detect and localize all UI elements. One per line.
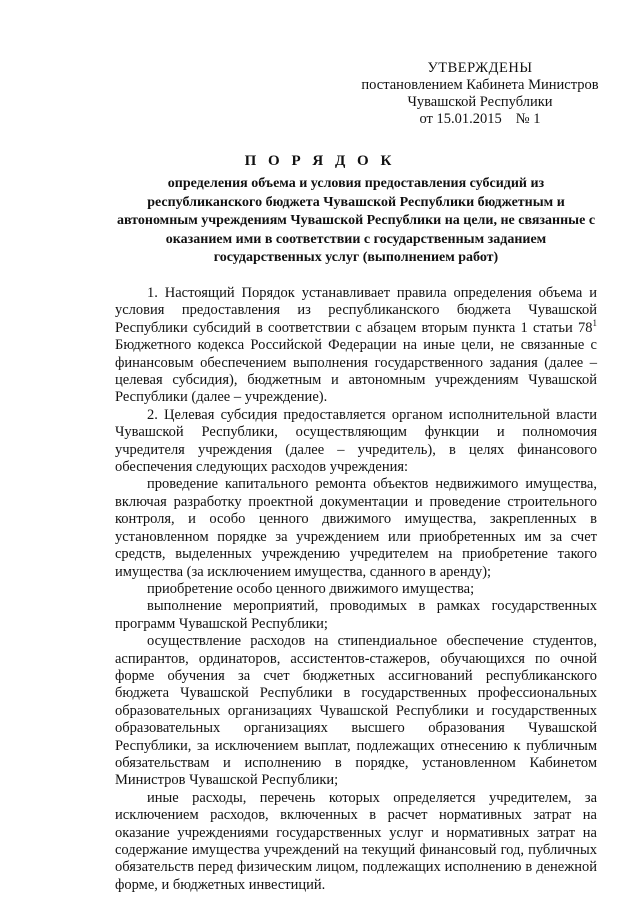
approval-heading: УТВЕРЖДЕНЫ bbox=[427, 60, 533, 76]
approval-number: № 1 bbox=[515, 111, 541, 127]
paragraph-3: проведение капитального ремонта объектов недвижимого имущества, включая разработку проектной документации и проведение строительного контроля, и особо ценного движимого имущества, закрепленных в установленном порядке за учреждением или приобретенных им за счет средств, выделенных учреждению учредителем на приобретение такого имущества (за исключением имущества, сданного в аренду); bbox=[115, 476, 597, 580]
paragraph-6: осуществление расходов на стипендиальное обеспечение студентов, аспирантов, ординаторов, ассистентов-стажеров, обучающихся по очной форме обучения за счет бюджетных ассигнований республиканского бюджета Чувашской Республики в государственных профессиональных образовательных организациях Чувашской Республики и государственных образовательных организациях высшего образования Чувашской Республики, за исключением выплат, подлежащих отнесению к публичным обязательствам и исполнению в порядке, установленном Кабинетом Министров Чувашской Республики; bbox=[115, 633, 597, 789]
approval-line-1: постановлением Кабинета Министров bbox=[361, 77, 599, 93]
document-subtitle: определения объема и условия предоставления субсидий из республиканского бюджета Чувашской Республики бюджетным и автономным учреждениям Чувашской Республики на цели, не связанные с оказанием ими в соответствии с государственным заданием государственных услуг (выполнением работ) bbox=[116, 176, 596, 265]
paragraph-5: выполнение мероприятий, проводимых в рамках государственных программ Чувашской Республики; bbox=[115, 598, 597, 632]
approval-date-line bbox=[360, 111, 600, 128]
document-body bbox=[115, 285, 597, 894]
paragraph-7: иные расходы, перечень которых определяется учредителем, за исключением расходов, включенных в расчет нормативных затрат на оказание учреждениями государственных услуг и нормативных затрат на содержание имущества учреждений на текущий финансовый год, публичных обязательств перед физическим лицом, подлежащих исполнению в денежной форме, и бюджетных инвестиций. bbox=[115, 789, 597, 893]
approval-date: от 15.01.2015 bbox=[419, 111, 502, 127]
paragraph-2: 2. Целевая субсидия предоставляется органом исполнительной власти Чувашской Республики, осуществляющим функции и полномочия учредителя учреждения (далее – учредитель), в целях финансового обеспечения следующих расходов учреждения: bbox=[115, 406, 597, 476]
document-title: П О Р Я Д О К bbox=[244, 153, 396, 169]
paragraph-1 bbox=[115, 285, 597, 407]
approval-line-2: Чувашской Республики bbox=[407, 94, 553, 110]
paragraph-1-superscript: 1 bbox=[592, 317, 597, 328]
paragraph-4: приобретение особо ценного движимого имущества; bbox=[147, 580, 475, 597]
approval-stamp bbox=[360, 60, 600, 128]
paragraph-1-text-b: Бюджетного кодекса Российской Федерации на иные цели, не связанные с финансовым обеспечением выполнения государственного задания (далее – целевая субсидия), бюджетным и автономным учреждениям Чувашской Республики (далее – учреждение). bbox=[115, 337, 597, 406]
paragraph-1-text-a: 1. Настоящий Порядок устанавливает правила определения объема и условия предоставления из республиканского бюджета Чувашской Республики субсидий в соответствии с абзацем вторым пункта 1 статьи 78 bbox=[115, 285, 597, 336]
